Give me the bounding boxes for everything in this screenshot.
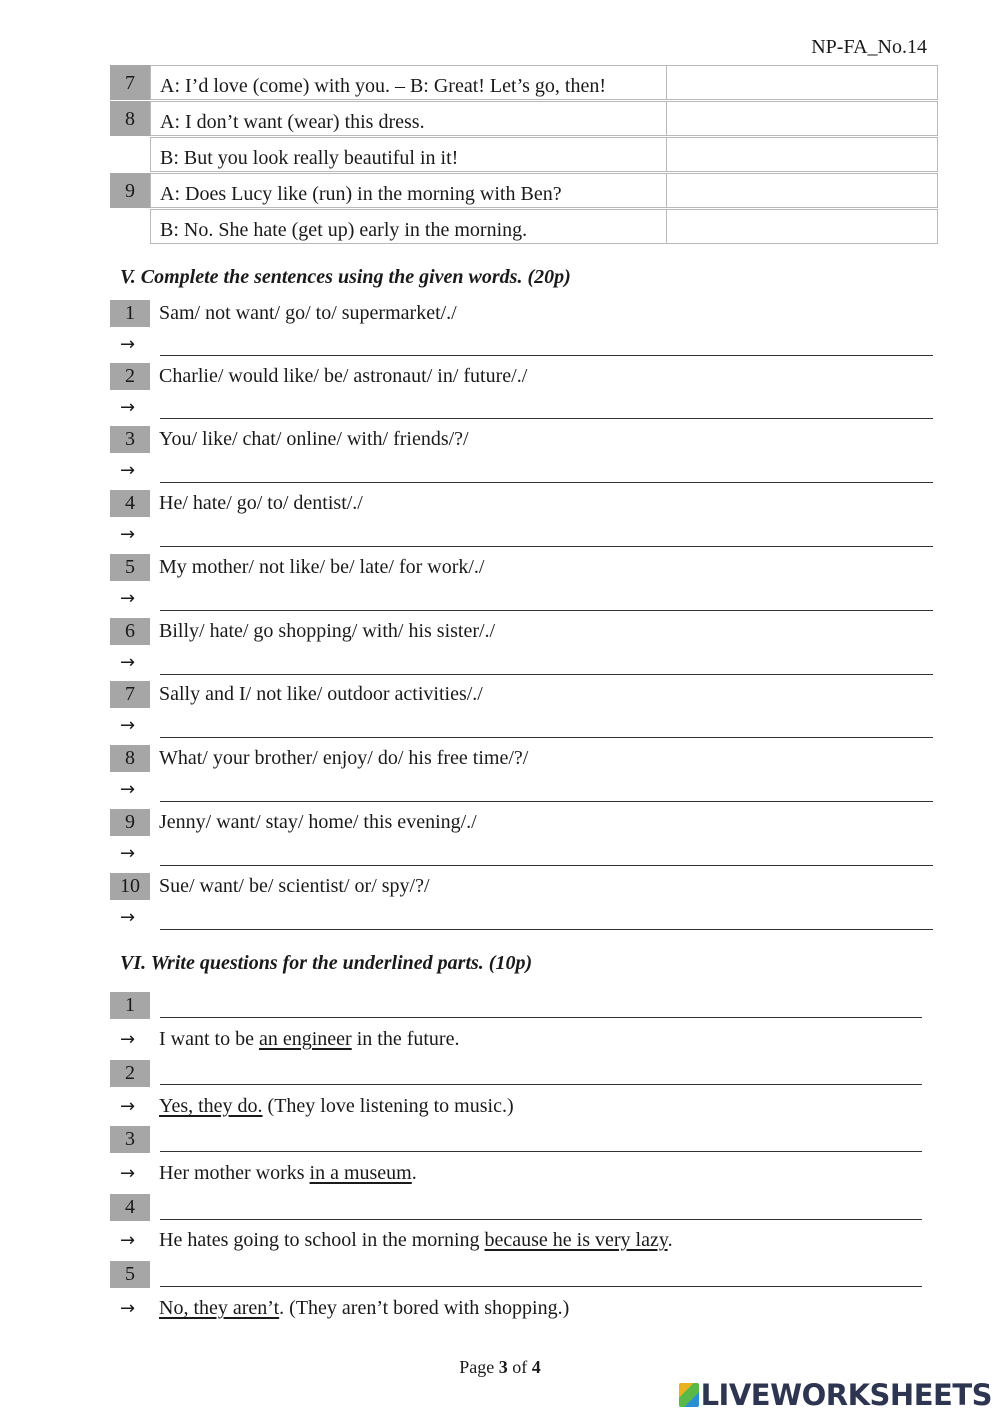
section-6-title: VI. Write questions for the underlined parts. (10p) (120, 952, 533, 974)
answer-cell[interactable] (666, 173, 938, 208)
arrow-icon: → (120, 1096, 136, 1117)
item-number: 3 (110, 426, 150, 453)
item-prompt: You/ like/ chat/ online/ with/ friends/?/ (159, 428, 469, 450)
arrow-icon: → (120, 843, 136, 864)
item-number: 2 (110, 363, 150, 390)
table-row (110, 137, 938, 173)
question-line[interactable] (160, 1218, 922, 1220)
answer-line[interactable] (160, 545, 933, 547)
underlined-part: an engineer (258, 1028, 352, 1050)
item-number: 4 (110, 490, 150, 517)
underlined-part: No, they aren’t (159, 1297, 280, 1319)
item-number: 9 (110, 809, 150, 836)
arrow-icon: → (120, 1230, 136, 1251)
arrow-icon: → (120, 715, 136, 736)
item-prompt: What/ your brother/ enjoy/ do/ his free time/?/ (159, 747, 529, 769)
item-prompt: Billy/ hate/ go shopping/ with/ his sister/./ (159, 620, 496, 642)
document-code: NP-FA_No.14 (811, 36, 927, 58)
item-number: 1 (110, 300, 150, 327)
item-number: 2 (110, 1060, 150, 1087)
answer-line[interactable] (160, 354, 933, 356)
item-prompt: Sally and I/ not like/ outdoor activities/./ (159, 683, 483, 705)
answer-sentence: No, they aren’t. (They aren’t bored with shopping.) (159, 1297, 570, 1319)
item-number: 3 (110, 1126, 150, 1153)
underlined-part: because he is very lazy (484, 1229, 668, 1251)
page-number: Page 3 of 4 (459, 1357, 541, 1377)
question-line[interactable] (160, 1016, 922, 1018)
item-prompt: Sam/ not want/ go/ to/ supermarket/./ (159, 302, 457, 324)
table-row (110, 209, 938, 245)
question-line[interactable] (160, 1083, 922, 1085)
arrow-icon: → (120, 524, 136, 545)
arrow-icon: → (120, 397, 136, 418)
answer-sentence: Her mother works in a museum. (159, 1162, 417, 1184)
answer-line[interactable] (160, 864, 933, 866)
item-prompt: Charlie/ would like/ be/ astronaut/ in/ future/./ (159, 365, 528, 387)
item-number: 1 (110, 992, 150, 1019)
arrow-icon: → (120, 588, 136, 609)
row-text: A: I don’t want (wear) this dress. (150, 101, 666, 136)
row-number (110, 137, 150, 172)
logo-icon (679, 1383, 699, 1407)
row-number: 7 (110, 65, 150, 100)
arrow-icon: → (120, 1298, 136, 1319)
item-number: 10 (110, 873, 150, 900)
answer-sentence: I want to be an engineer in the future. (159, 1028, 460, 1050)
item-prompt: Sue/ want/ be/ scientist/ or/ spy/?/ (159, 875, 430, 897)
answer-line[interactable] (160, 417, 933, 419)
row-number (110, 209, 150, 244)
arrow-icon: → (120, 652, 136, 673)
arrow-icon: → (120, 334, 136, 355)
underlined-part: in a museum (309, 1162, 412, 1184)
item-number: 5 (110, 554, 150, 581)
item-number: 8 (110, 745, 150, 772)
row-text: A: Does Lucy like (run) in the morning with Ben? (150, 173, 666, 208)
liveworksheets-logo[interactable]: LIVEWORKSHEETS (679, 1378, 992, 1412)
row-text: B: No. She hate (get up) early in the morning. (150, 209, 666, 244)
item-prompt: My mother/ not like/ be/ late/ for work/./ (159, 556, 485, 578)
item-prompt: Jenny/ want/ stay/ home/ this evening/./ (159, 811, 477, 833)
item-number: 7 (110, 681, 150, 708)
row-text: B: But you look really beautiful in it! (150, 137, 666, 172)
item-prompt: He/ hate/ go/ to/ dentist/./ (159, 492, 363, 514)
item-number: 5 (110, 1261, 150, 1288)
arrow-icon: → (120, 907, 136, 928)
answer-line[interactable] (160, 736, 933, 738)
question-line[interactable] (160, 1150, 922, 1152)
underlined-part: Yes, they do. (159, 1095, 263, 1117)
answer-sentence: Yes, they do. (They love listening to music.) (159, 1095, 514, 1117)
answer-sentence: He hates going to school in the morning because he is very lazy. (159, 1229, 673, 1251)
question-line[interactable] (160, 1285, 922, 1287)
section-5-title: V. Complete the sentences using the given words. (20p) (120, 266, 571, 288)
answer-line[interactable] (160, 673, 933, 675)
row-text: A: I’d love (come) with you. – B: Great! Let’s go, then! (150, 65, 666, 100)
table-row (110, 173, 938, 209)
answer-line[interactable] (160, 800, 933, 802)
arrow-icon: → (120, 779, 136, 800)
item-number: 6 (110, 618, 150, 645)
row-number: 8 (110, 101, 150, 136)
row-number: 9 (110, 173, 150, 208)
answer-cell[interactable] (666, 65, 938, 100)
answer-line[interactable] (160, 481, 933, 483)
answer-cell[interactable] (666, 209, 938, 244)
item-number: 4 (110, 1194, 150, 1221)
answer-cell[interactable] (666, 137, 938, 172)
answer-line[interactable] (160, 928, 933, 930)
table-row (110, 101, 938, 137)
table-row (110, 65, 938, 101)
answer-cell[interactable] (666, 101, 938, 136)
arrow-icon: → (120, 1029, 136, 1050)
arrow-icon: → (120, 460, 136, 481)
arrow-icon: → (120, 1163, 136, 1184)
answer-line[interactable] (160, 609, 933, 611)
